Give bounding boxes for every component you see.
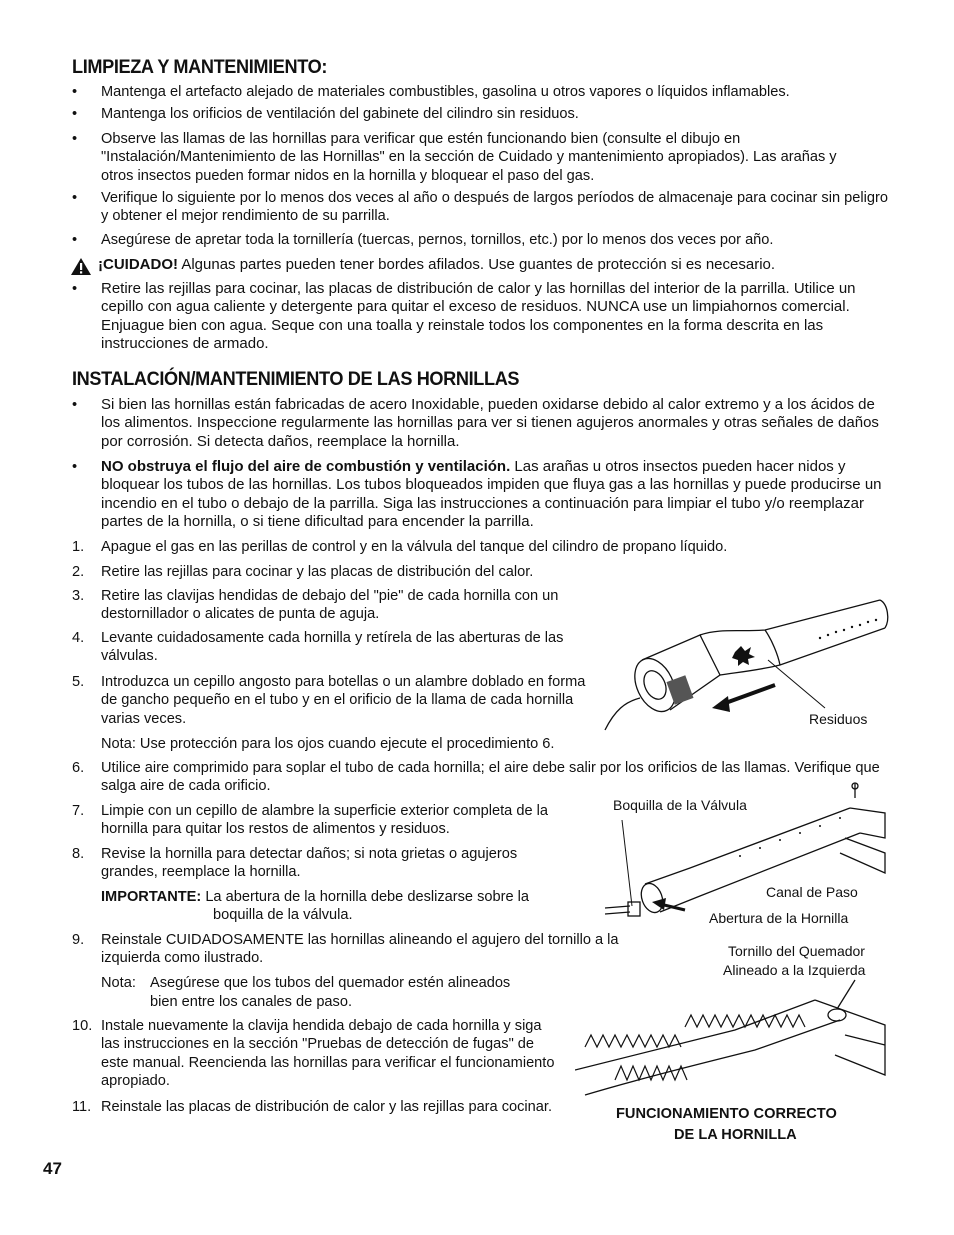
step-text: Apague el gas en las perillas de control y en la válvula del tanque del cilindro de propano líquido. (101, 539, 728, 555)
list-item: Observe las llamas de las hornillas para verificar que estén funcionando bien (consulte el dibujo en "Instalación/Mantenimiento de las Hornillas" en la sección de Cuidado y mantenimiento apropiados). Las arañas y otros insectos pueden formar nidos en la hornilla y bloquear el paso del gas. (101, 131, 837, 184)
label-abertura: Abertura de la Hornilla (709, 910, 849, 926)
label-tornillo-1: Tornillo del Quemador (728, 943, 865, 959)
step-number: 2. (72, 564, 85, 580)
step-number: 3. (72, 588, 85, 604)
step-text: Utilice aire comprimido para soplar el tubo de cada hornilla; el aire debe salir por los orificios de las llamas. Verifique que salga aire de cada orificio. (101, 760, 880, 795)
step-number: 9. (72, 932, 85, 948)
burner-correct-illustration (575, 975, 890, 1100)
step-text: Retire las rejillas para cocinar y las placas de distribución del calor. (101, 564, 534, 580)
bullet-marker: • (72, 459, 78, 475)
note9-line2: bien entre los canales de paso. (150, 994, 353, 1010)
bullet-marker: • (72, 190, 78, 206)
step-text: Revise la hornilla para detectar daños; si nota grietas o agujeros grandes, reemplace la hornilla. (101, 846, 518, 881)
important-line1: La abertura de la hornilla debe deslizarse sobre la (201, 889, 530, 905)
label-boquilla: Boquilla de la Válvula (613, 797, 747, 813)
section-title-limpieza: LIMPIEZA Y MANTENIMIENTO: (72, 56, 328, 78)
bullet-marker: • (72, 84, 78, 100)
important-note (101, 888, 529, 906)
step-text: Introduzca un cepillo angosto para botellas o un alambre doblado en forma de gancho pequeño en el tubo y en el orificio de la llama de cada hornilla varias veces. (101, 674, 586, 727)
step-text: Reinstale CUIDADOSAMENTE las hornillas alineando el agujero del tornillo a la izquierda como ilustrado. (101, 932, 619, 967)
bullet-marker: • (72, 232, 78, 248)
step-text: Limpie con un cepillo de alambre la superficie exterior completa de la hornilla para quitar los restos de alimentos y residuos. (101, 803, 548, 838)
bullet-marker: • (72, 131, 78, 147)
warning-rest-text: Las arañas u otros insectos pueden hacer nidos y bloquear los tubos de las hornillas. Los tubos bloqueados impiden que fluya gas a las hornillas y puede producirse un incendio en el tubo o debajo de la parrilla. Siga las instrucciones a continuación para limpiar el tubo y/o reemplazar partes de la hornilla, o si tiene dificultad para encender la parrilla. (101, 458, 882, 530)
step-number: 6. (72, 760, 85, 776)
step-text: Levante cuidadosamente cada hornilla y retírela de las aberturas de las válvulas. (101, 630, 564, 665)
list-item: Retire las rejillas para cocinar, las placas de distribución de calor y las hornillas del interior de la parrilla. Utilice un cepillo con agua caliente y detergente para quitar el exceso de residuos. NUNCA use un limpiahornos comercial. Enjuague bien con agua. Seque con una toalla y reinstale todos los componentes en la forma descrita en las instrucciones de armado. (101, 280, 856, 352)
label-tornillo-2: Alineado a la Izquierda (723, 962, 866, 978)
figure-caption-line1: FUNCIONAMIENTO CORRECTO (616, 1106, 837, 1122)
important-label: IMPORTANTE: (101, 889, 202, 905)
list-item: Si bien las hornillas están fabricadas de acero Inoxidable, pueden oxidarse debido al calor extremo y a los ácidos de los alimentos. Inspeccione regularmente las hornillas para ver si tienen agujeros anormales y otras señales de daños por corrosión. Si detecta daños, reemplace la hornilla. (101, 396, 879, 450)
burner-install-illustration (600, 778, 890, 928)
warning-bold-text: NO obstruya el flujo del aire de combustión y ventilación. (101, 458, 511, 475)
warning-icon (70, 257, 92, 276)
note-text: Nota: Use protección para los ojos cuando ejecute el procedimiento 6. (101, 736, 555, 752)
step-number: 4. (72, 630, 85, 646)
caution-text: Algunas partes pueden tener bordes afilados. Use guantes de protección si es necesario. (178, 256, 776, 273)
step-number: 5. (72, 674, 85, 690)
caution-note (98, 256, 775, 274)
bullet-marker: • (72, 281, 78, 297)
section-title-instalacion: INSTALACIÓN/MANTENIMIENTO DE LAS HORNILLAS (72, 368, 520, 390)
list-item: Asegúrese de apretar toda la tornillería (tuercas, pernos, tornillos, etc.) por lo menos dos veces por año. (101, 232, 774, 248)
caution-label: ¡CUIDADO! (98, 256, 178, 273)
step-number: 11. (72, 1099, 92, 1115)
step-text: Retire las clavijas hendidas de debajo del "pie" de cada hornilla con un destornillador o alicates de punta de aguja. (101, 588, 559, 623)
page-number: 47 (43, 1159, 62, 1178)
label-residuos: Residuos (809, 711, 868, 727)
bullet-marker: • (72, 397, 78, 413)
list-item: Mantenga el artefacto alejado de materiales combustibles, gasolina u otros vapores o líquidos inflamables. (101, 84, 790, 100)
list-item (101, 458, 891, 531)
note9-line1: Asegúrese que los tubos del quemador estén alineados (150, 975, 511, 991)
note9-label: Nota: (101, 975, 136, 991)
list-item: Verifique lo siguiente por lo menos dos veces al año o después de largos períodos de almacenaje para cocinar sin peligro y obtener el mejor rendimiento de su parrilla. (101, 190, 888, 225)
figure-caption-line2: DE LA HORNILLA (674, 1127, 797, 1143)
step-number: 8. (72, 846, 85, 862)
label-canal: Canal de Paso (766, 884, 858, 900)
step-text: Instale nuevamente la clavija hendida debajo de cada hornilla y siga las instrucciones en la sección "Pruebas de detección de fugas" de este manual. Reencienda las hornillas para verificar el funcionamiento apropiado. (101, 1018, 555, 1089)
step-text: Reinstale las placas de distribución de calor y las rejillas para cocinar. (101, 1099, 553, 1115)
bullet-marker: • (72, 106, 78, 122)
step-number: 7. (72, 803, 85, 819)
important-line2: boquilla de la válvula. (213, 907, 353, 923)
step-number: 10. (72, 1018, 93, 1034)
list-item: Mantenga los orificios de ventilación del gabinete del cilindro sin residuos. (101, 106, 579, 122)
step-number: 1. (72, 539, 85, 555)
